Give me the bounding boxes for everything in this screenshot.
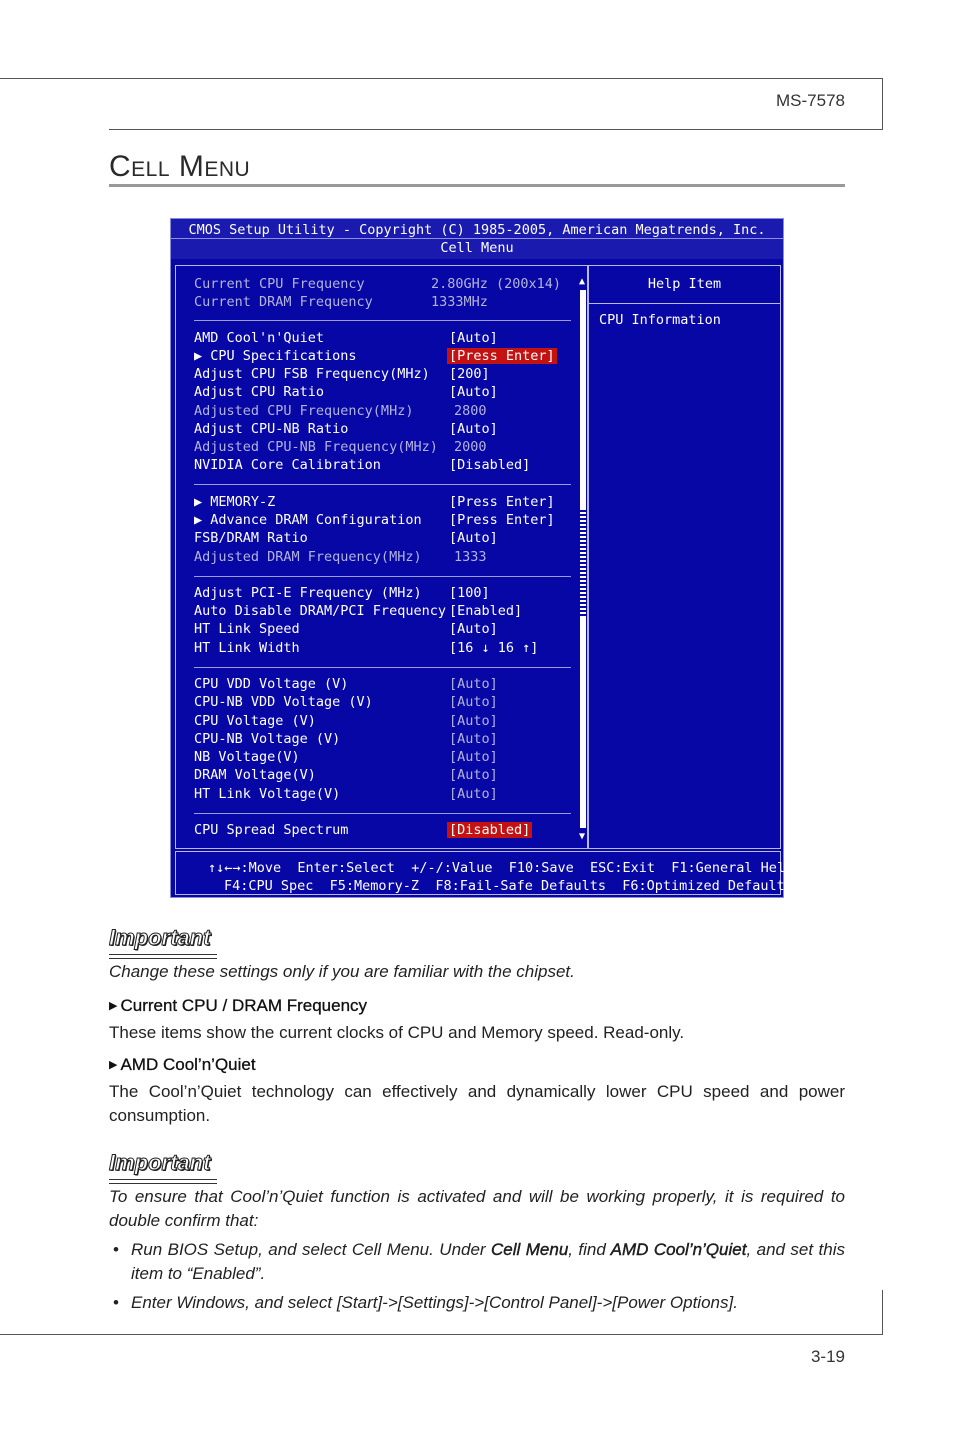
bios-row-label[interactable]: Adjust PCI-E Frequency (MHz) <box>194 585 422 601</box>
bios-row-label[interactable]: CPU-NB VDD Voltage (V) <box>194 694 373 710</box>
bios-row-label[interactable]: CPU-NB Voltage (V) <box>194 731 341 747</box>
scroll-up-icon[interactable]: ▲ <box>579 276 586 287</box>
section-title: Cell Menu <box>109 150 251 183</box>
bios-row-value[interactable]: [200] <box>449 366 490 382</box>
important-label: Important <box>109 925 211 950</box>
bios-divider <box>194 576 571 577</box>
key-legend-line2: F4:CPU Spec F5:Memory-Z F8:Fail-Safe Defaults F6:Optimized Defaults <box>224 878 793 894</box>
bios-row-value: 2.80GHz (200x14) <box>431 276 562 292</box>
bios-row-label[interactable]: AMD Cool'n'Quiet <box>194 330 325 346</box>
bios-menu-name: Cell Menu <box>440 240 514 256</box>
bios-row-label[interactable]: CPU VDD Voltage (V) <box>194 676 349 692</box>
scrollbar-thumb[interactable] <box>580 508 586 616</box>
bottom-rule <box>0 1334 883 1335</box>
bios-key-legend <box>175 851 794 895</box>
bios-row-label[interactable]: HT Link Width <box>194 640 300 656</box>
scroll-down-icon[interactable]: ▼ <box>579 831 586 842</box>
item-heading-text: Current CPU / DRAM Frequency <box>120 996 368 1015</box>
bios-row-label[interactable]: NB Voltage(V) <box>194 749 300 765</box>
bullet-item <box>109 1291 845 1315</box>
bios-scrollbar[interactable] <box>579 276 587 842</box>
bios-row-value[interactable]: [Auto] <box>449 749 498 765</box>
bios-row-label[interactable]: Auto Disable DRAM/PCI Frequency <box>194 603 446 619</box>
bios-divider <box>194 667 571 668</box>
bios-row-value: 1333 <box>454 549 487 565</box>
bios-row-label[interactable]: Adjust CPU Ratio <box>194 384 325 400</box>
bios-row-label[interactable]: Adjust CPU FSB Frequency(MHz) <box>194 366 430 382</box>
bios-row-value[interactable]: [Auto] <box>449 330 498 346</box>
bios-row-value: 2800 <box>454 403 487 419</box>
bios-row-value[interactable]: [Auto] <box>449 384 498 400</box>
bios-row-value[interactable]: [Auto] <box>449 676 498 692</box>
help-divider <box>589 303 780 304</box>
bios-row-value[interactable]: [Auto] <box>449 713 498 729</box>
help-text: CPU Information <box>599 312 721 328</box>
bios-settings-panel <box>175 265 588 849</box>
bios-row-label[interactable]: NVIDIA Core Calibration <box>194 457 381 473</box>
bullet-text <box>131 1238 845 1286</box>
bullet-emphasis: Cell Menu <box>491 1240 569 1259</box>
bios-row-label: Current CPU Frequency <box>194 276 365 292</box>
bullet-dot-icon: • <box>113 1240 119 1259</box>
bios-row-label: Adjusted DRAM Frequency(MHz) <box>194 549 422 565</box>
item-description: The Cool’n’Quiet technology can effectively and dynamically lower CPU speed and power consumption. <box>109 1082 845 1125</box>
bios-row-label[interactable]: CPU Spread Spectrum <box>194 822 349 838</box>
bios-row-label[interactable]: ▶ CPU Specifications <box>194 348 357 364</box>
bios-row-value[interactable]: [Auto] <box>449 731 498 747</box>
bullet-emphasis: AMD Cool’n’Quiet <box>610 1240 747 1259</box>
important-underline <box>109 954 217 959</box>
title-rule <box>109 184 845 187</box>
important-underline <box>109 1179 217 1184</box>
bios-row-label: Current DRAM Frequency <box>194 294 373 310</box>
bios-divider <box>194 813 571 814</box>
bios-header-divider <box>171 238 783 239</box>
important-note: To ensure that Cool’n’Quiet function is activated and will be working properly, it is required to double confirm that: <box>109 1187 845 1230</box>
bios-row-value-selected[interactable]: [Disabled] <box>449 822 531 838</box>
bios-row-label[interactable]: ▶ Advance DRAM Configuration <box>194 512 422 528</box>
bios-row-label: Adjusted CPU-NB Frequency(MHz) <box>194 439 438 455</box>
bios-row-label[interactable]: ▶ MEMORY-Z <box>194 494 276 510</box>
bios-row-value[interactable]: [Auto] <box>449 694 498 710</box>
item-heading <box>109 1055 256 1075</box>
bullet-text-part: Run BIOS Setup, and select Cell Menu. Under <box>131 1240 492 1259</box>
bios-row-label[interactable]: DRAM Voltage(V) <box>194 767 316 783</box>
bios-row-value[interactable]: [Auto] <box>449 786 498 802</box>
bullet-text-part: , find <box>568 1240 611 1259</box>
bios-divider <box>194 484 571 485</box>
right-rule <box>882 78 883 130</box>
bios-row-value: 1333MHz <box>431 294 488 310</box>
bios-row-label[interactable]: HT Link Voltage(V) <box>194 786 341 802</box>
bios-title: CMOS Setup Utility - Copyright (C) 1985-2005, American Megatrends, Inc. <box>188 222 766 238</box>
bullet-text-part: , and set this item to “Enabled”. <box>131 1240 846 1283</box>
bullet-item <box>109 1238 845 1286</box>
bios-row-value[interactable]: [Press Enter] <box>449 512 555 528</box>
bios-row-label[interactable]: HT Link Speed <box>194 621 300 637</box>
bios-row-value[interactable]: [Auto] <box>449 530 498 546</box>
bios-help-panel <box>588 265 781 849</box>
bios-row-value-selected[interactable]: [Press Enter] <box>449 348 555 364</box>
bios-row-label[interactable]: CPU Voltage (V) <box>194 713 316 729</box>
important-label: Important <box>109 1150 211 1175</box>
model-number: MS-7578 <box>776 91 845 110</box>
header-rule <box>109 129 883 130</box>
bios-row-value[interactable]: [100] <box>449 585 490 601</box>
page-number: 3-19 <box>810 1347 845 1366</box>
bullet-text: Enter Windows, and select [Start]->[Settings]->[Control Panel]->[Power Options]. <box>131 1293 738 1312</box>
bios-row-value[interactable]: [16 ↓ 16 ↑] <box>449 640 539 656</box>
bios-row-value[interactable]: [Press Enter] <box>449 494 555 510</box>
bios-row-value[interactable]: [Auto] <box>449 421 498 437</box>
help-title: Help Item <box>647 276 722 292</box>
top-rule <box>0 78 883 79</box>
triangle-bullet-icon: ▶ <box>109 1000 118 1012</box>
bios-screen <box>170 218 794 898</box>
triangle-bullet-icon: ▶ <box>109 1059 118 1071</box>
item-heading-text: AMD Cool’n’Quiet <box>120 1055 256 1074</box>
bios-divider <box>194 320 571 321</box>
item-description: These items show the current clocks of CPU and Memory speed. Read-only. <box>109 1023 685 1042</box>
key-legend-line1: ↑↓←→:Move Enter:Select +/-/:Value F10:Save ESC:Exit F1:General Help <box>208 860 794 876</box>
bios-header <box>171 219 783 259</box>
bios-row-value[interactable]: [Auto] <box>449 621 498 637</box>
bios-row-label[interactable]: FSB/DRAM Ratio <box>194 530 308 546</box>
bios-row-label: Adjusted CPU Frequency(MHz) <box>194 403 414 419</box>
bios-row-value[interactable]: [Enabled] <box>449 603 523 619</box>
bios-row-value[interactable]: [Auto] <box>449 767 498 783</box>
bios-row-value: 2000 <box>454 439 487 455</box>
right-rule-lower <box>882 1290 883 1335</box>
bios-row-value[interactable]: [Disabled] <box>449 457 531 473</box>
item-heading <box>109 996 367 1016</box>
bullet-dot-icon: • <box>113 1293 119 1312</box>
bios-row-label[interactable]: Adjust CPU-NB Ratio <box>194 421 349 437</box>
important-note: Change these settings only if you are familiar with the chipset. <box>109 962 575 981</box>
